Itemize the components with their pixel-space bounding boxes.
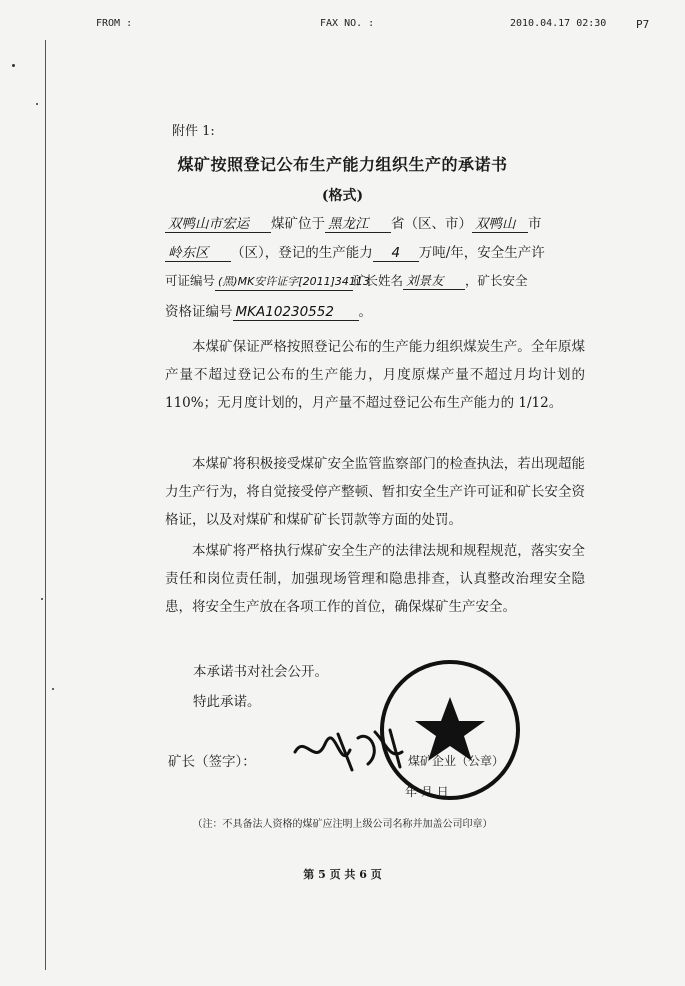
sign-date: 年 月 日 <box>405 785 449 799</box>
handwritten-county: 岭东区 <box>165 245 231 262</box>
scan-speck <box>41 598 43 600</box>
handwritten-capacity: 4 <box>373 245 419 262</box>
form-text: 万吨/年，安全生产许 <box>418 245 545 261</box>
public-notice: 本承诺书对社会公开。 <box>193 664 328 680</box>
scan-speck <box>52 688 54 690</box>
paragraph-capacity: 本煤矿保证严格按照登记公布的生产能力组织煤炭生产。全年原煤产量不超过登记公布的生产能力，月度原煤产量不超过月均计划的 110%；无月度计划的，月产量不超过登记公布生产能力的 1/12。 <box>165 339 585 411</box>
scan-edge-line <box>45 40 46 970</box>
fax-page-number: P7 <box>636 18 650 31</box>
form-text: 资格证编号 <box>165 304 233 320</box>
form-text: 市 <box>528 216 542 232</box>
form-line-3 <box>165 271 528 291</box>
fax-number: FAX NO. : <box>320 18 375 29</box>
form-line-1 <box>165 212 542 233</box>
handwritten-license-number: (黑)MK安许证字[2011]34113 <box>215 274 353 291</box>
paragraph-safety: 本煤矿将严格执行煤矿安全生产的法律法规和规程规范，落实安全责任和岗位责任制，加强现场管理和隐患排查，认真整改治理安全隐患，将安全生产放在各项工作的首位，确保煤矿生产安全。 <box>165 543 585 615</box>
form-text: 煤矿位于 <box>271 216 325 232</box>
fax-datetime: 2010.04.17 02:30 <box>510 18 607 29</box>
form-text: 。 <box>358 304 372 320</box>
form-text: 矿长姓名 <box>353 273 404 288</box>
paragraph-inspection: 本煤矿将积极接受煤矿安全监管监察部门的检查执法，若出现超能力生产行为，将自觉接受停产整顿、暂扣安全生产许可证和矿长安全资格证，以及对煤矿和煤矿矿长罚款等方面的处罚。 <box>165 456 585 528</box>
form-text: ，矿长安全 <box>465 273 528 288</box>
fax-from: FROM : <box>96 18 133 29</box>
footnote: （注：不具备法人资格的煤矿应注明上级公司名称并加盖公司印章） <box>192 819 493 830</box>
handwritten-company: 双鸭山市宏运 <box>165 216 271 233</box>
document-title: 煤矿按照登记公布生产能力组织生产的承诺书 <box>177 155 508 174</box>
fax-header <box>0 18 685 38</box>
company-seal <box>375 655 525 805</box>
form-text: 省（区、市） <box>391 216 472 232</box>
form-line-4 <box>165 300 372 321</box>
scan-speck <box>12 64 15 67</box>
form-text: 可证编号 <box>165 273 216 288</box>
document-subtitle: (格式) <box>321 188 364 204</box>
form-line-2 <box>165 241 545 262</box>
page-number: 第 5 页 共 6 页 <box>303 868 382 881</box>
scan-speck <box>36 103 38 105</box>
form-text: （区），登记的生产能力 <box>231 245 373 261</box>
signature-label: 矿长（签字）： <box>168 754 256 770</box>
attachment-label: 附件 1: <box>172 124 215 139</box>
seal-company-label: 煤矿企业（公章） <box>408 754 505 768</box>
handwritten-manager-name: 刘景友 <box>403 273 465 290</box>
handwritten-cert-number: MKA10230552 <box>233 304 359 321</box>
handwritten-province: 黑龙江 <box>325 216 391 233</box>
handwritten-city: 双鸭山 <box>472 216 528 233</box>
hereby-promise: 特此承诺。 <box>193 694 261 710</box>
